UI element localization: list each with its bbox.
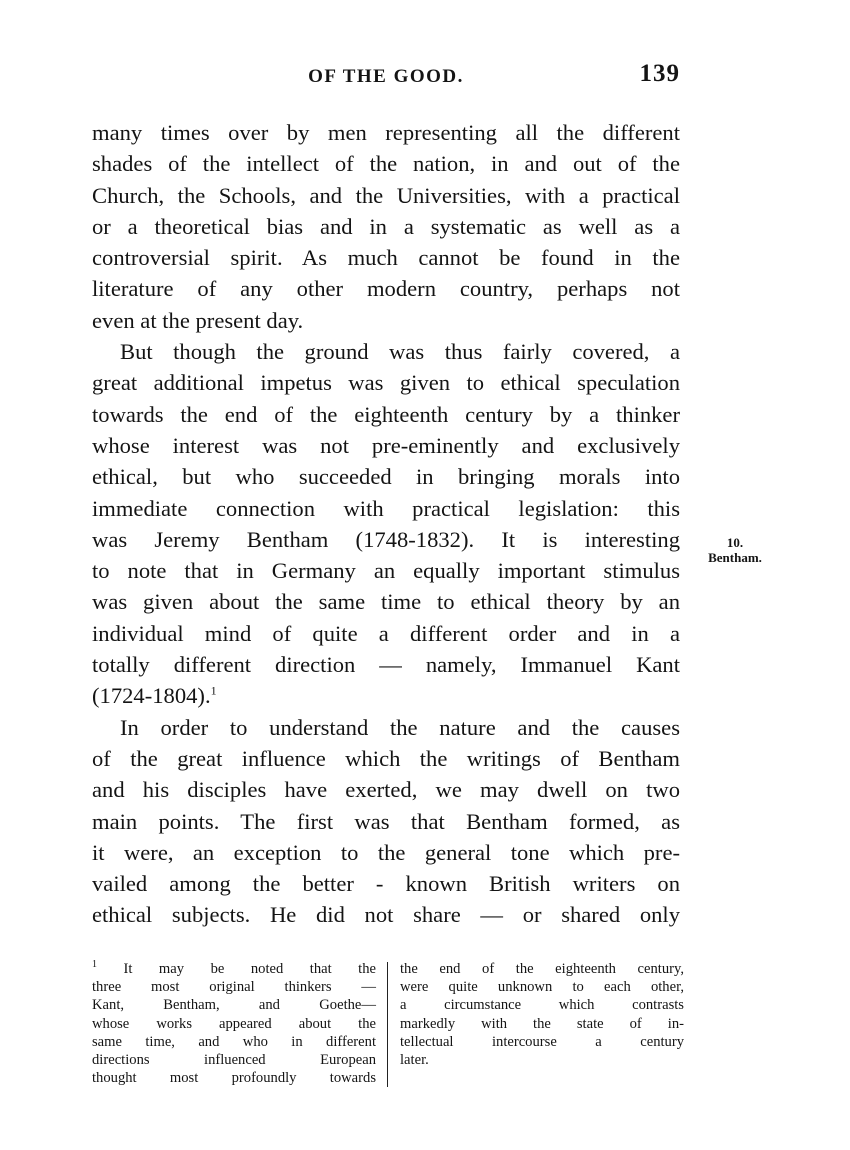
body-line: was Jeremy Bentham (1748-1832). It is interesting (92, 526, 680, 552)
footnote-reference: 1 (210, 683, 217, 698)
footnote-line: thought most profoundly towards (92, 1070, 376, 1087)
body-line-with-footnote (92, 680, 680, 711)
running-head (92, 60, 680, 96)
body-line: whose interest was not pre-eminently and exclusively (92, 432, 680, 458)
body-line: controversial spirit. As much cannot be found in the (92, 245, 680, 271)
footnote-line (92, 960, 376, 978)
body-line: and his disciples have exerted, we may dwell on two (92, 777, 680, 803)
footnote-line: the end of the eighteenth century, (400, 961, 684, 977)
footnote-text: It may be noted that the (123, 961, 376, 977)
footnote-line: whose works appeared about the (92, 1015, 376, 1032)
footnote-line: tellectual intercourse a century (400, 1033, 684, 1050)
marginal-note-number: 10. (726, 535, 744, 550)
body-text (92, 117, 680, 931)
footnotes (92, 959, 684, 1090)
footnote-right-column (400, 960, 684, 1069)
body-line: In order to understand the nature and the causes (120, 714, 680, 740)
body-line: shades of the intellect of the nation, in and out of the (92, 151, 680, 177)
page-number: 139 (639, 60, 680, 87)
footnote-line: markedly with the state of in- (400, 1015, 684, 1032)
footnote-marker: 1 (92, 959, 97, 971)
body-line: was given about the same time to ethical theory by an (92, 589, 680, 615)
running-title: OF THE GOOD. (308, 66, 464, 87)
footnote-line: later. (400, 1051, 429, 1068)
body-line-text: (1724-1804). (92, 683, 211, 709)
body-line: But though the ground was thus fairly covered, a (120, 339, 680, 365)
body-line: it were, an exception to the general tone which pre- (92, 839, 680, 865)
body-line: totally different direction — namely, Immanuel Kant (92, 652, 680, 678)
body-line: great additional impetus was given to ethical speculation (92, 370, 680, 396)
marginal-note-label: Bentham. (708, 550, 762, 565)
body-line: even at the present day. (92, 307, 304, 333)
body-line: individual mind of quite a different order and in a (92, 620, 680, 646)
footnote-line: Kant, Bentham, and Goethe— (92, 997, 376, 1014)
body-line: to note that in Germany an equally important stimulus (92, 558, 680, 584)
footnote-line: were quite unknown to each other, (400, 979, 684, 996)
footnote-column-divider (387, 962, 388, 1087)
body-line: immediate connection with practical legislation: this (92, 495, 680, 521)
body-line: of the great influence which the writings of Bentham (92, 745, 680, 771)
body-line: or a theoretical bias and in a systematic as well as a (92, 213, 680, 239)
marginal-note (690, 535, 780, 565)
body-line: Church, the Schools, and the Universities, with a practical (92, 182, 680, 208)
body-line: main points. The first was that Bentham formed, as (92, 808, 680, 834)
footnote-line: a circumstance which contrasts (400, 997, 684, 1014)
body-line: towards the end of the eighteenth century by a thinker (92, 401, 680, 427)
footnote-left-column (92, 960, 376, 1087)
body-line: many times over by men representing all the different (92, 120, 680, 145)
body-line: ethical, but who succeeded in bringing morals into (92, 464, 680, 490)
footnote-line: directions influenced European (92, 1051, 376, 1068)
footnote-line: same time, and who in different (92, 1033, 376, 1050)
body-line: literature of any other modern country, perhaps not (92, 276, 680, 302)
body-line: vailed among the better - known British writers on (92, 871, 680, 897)
footnote-line: three most original thinkers — (92, 979, 376, 996)
body-line: ethical subjects. He did not share — or shared only (92, 902, 680, 928)
